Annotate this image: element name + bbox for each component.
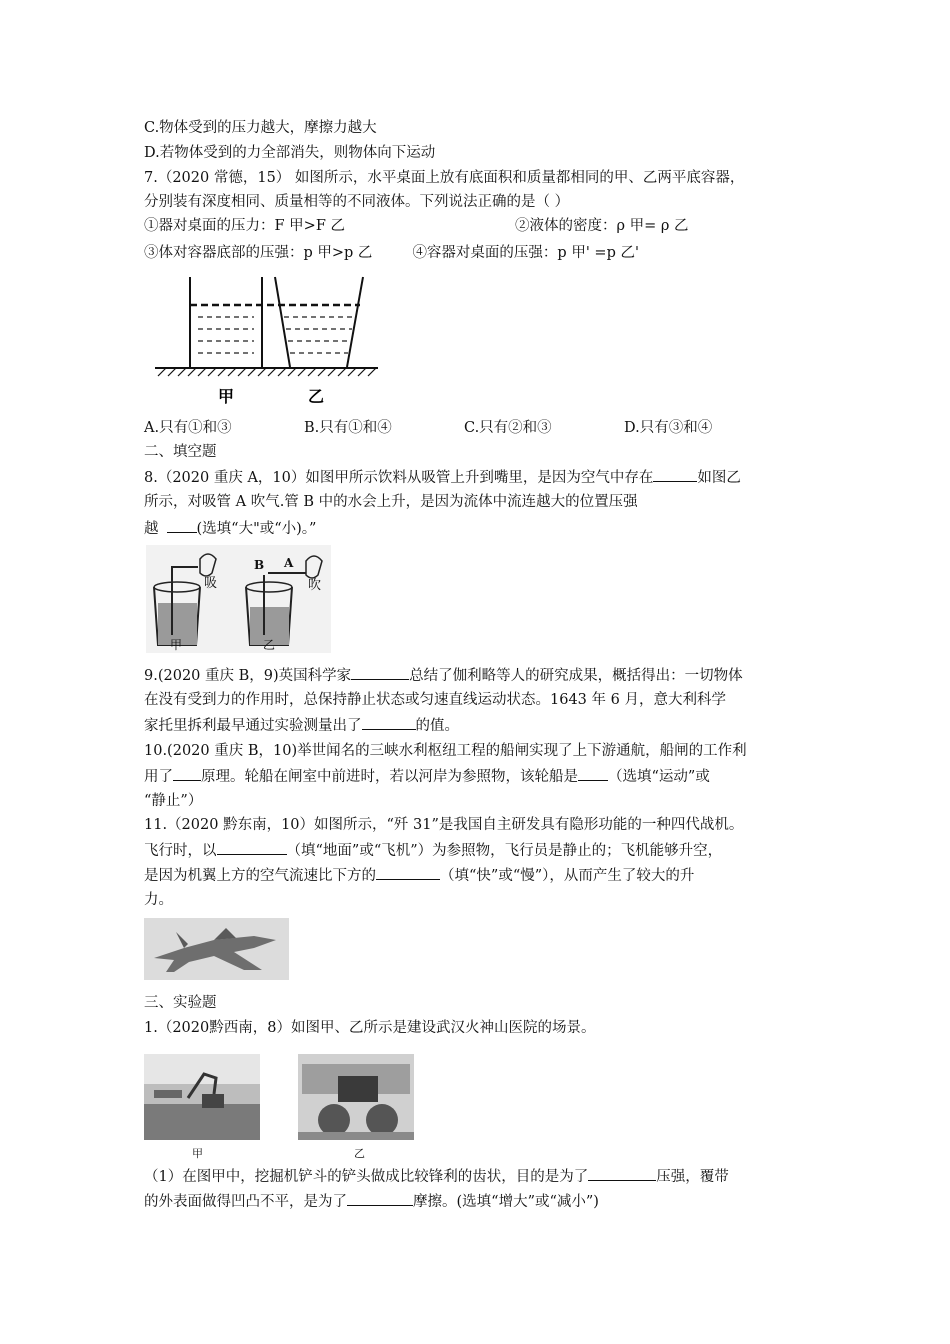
question-8-text-1: 8.（2020 重庆 A，10）如图甲所示饮料从吸管上升到嘴里，是因为空气中存在 bbox=[144, 470, 654, 486]
statement-1-2 bbox=[144, 216, 689, 236]
option-c-line: C.物体受到的压力越大，摩擦力越大 bbox=[144, 120, 377, 136]
question-11-text-4: （填“快”或“慢”），从而产生了较大的升 bbox=[440, 868, 695, 884]
answer-blank bbox=[362, 715, 416, 730]
road-roller-photo bbox=[298, 1054, 414, 1160]
straw-label-yi: 乙 bbox=[263, 638, 276, 652]
answer-blank bbox=[167, 518, 197, 533]
straw-figure bbox=[146, 545, 331, 653]
experiment-1-q1-line-1 bbox=[144, 1166, 729, 1187]
answer-blank bbox=[217, 840, 287, 855]
question-8-line-2: 所示，对吸管 A 吹气.管 B 中的水会上升，是因为流体中流连越大的位置压强 bbox=[144, 494, 638, 510]
answer-blank bbox=[588, 1166, 656, 1181]
question-11-line-3 bbox=[144, 865, 694, 886]
option-c: C.只有②和③ bbox=[464, 420, 552, 436]
experiment-1-q1-text-2: 压强，覆带 bbox=[656, 1169, 729, 1185]
tube-b-label: B bbox=[254, 558, 265, 572]
experiment-1-q1-line-2 bbox=[144, 1191, 599, 1212]
option-b: B.只有①和④ bbox=[304, 420, 392, 436]
question-8-text-2: 如图乙 bbox=[697, 470, 741, 486]
option-d-line: D.若物体受到的力全部消失，则物体向下运动 bbox=[144, 145, 436, 161]
question-8-line-3 bbox=[144, 518, 316, 539]
question-9-text-4: 的值。 bbox=[415, 718, 459, 734]
question-11-line-4: 力。 bbox=[144, 892, 173, 908]
tube-a-label: A bbox=[284, 556, 294, 570]
question-11-text-1: 飞行时，以 bbox=[144, 843, 217, 859]
question-11-text-2: （填“地面”或“飞机”）为参照物，飞行员是静止的；飞机能够升空， bbox=[286, 843, 723, 859]
question-9-line-1 bbox=[144, 665, 743, 686]
question-7-stem-1: 7.（2020 常德，15） 如图所示，水平桌面上放有底面积和质量都相同的甲、乙两平底容器， bbox=[144, 170, 745, 186]
question-9-text-3: 家托里拆利最早通过实验测量出了 bbox=[144, 718, 362, 734]
question-11-line-2 bbox=[144, 840, 722, 861]
option-d: D.只有③和④ bbox=[624, 420, 713, 436]
question-7-options bbox=[144, 418, 712, 438]
question-10-text-3: （选填“运动”或 bbox=[608, 769, 710, 785]
statement-1: ①器对桌面的压力：F 甲>F 乙 bbox=[144, 218, 345, 234]
section-2-heading: 二、填空题 bbox=[144, 444, 217, 460]
question-11-line-1: 11.（2020 黔东南，10）如图所示，“歼 31”是我国自主研发具有隐形功能的一种四代战机。 bbox=[144, 817, 744, 833]
question-9-text-1: 9.(2020 重庆 B，9)英国科学家 bbox=[144, 668, 352, 684]
answer-blank bbox=[653, 467, 697, 482]
statement-3-4 bbox=[144, 243, 639, 263]
question-11-text-3: 是因为机翼上方的空气流速比下方的 bbox=[144, 868, 376, 884]
statement-4: ④容器对桌面的压强：p 甲' =p 乙' bbox=[412, 245, 639, 261]
xi-label: 吸 bbox=[204, 576, 218, 591]
experiment-1-q1-text-4: 摩擦。(选填“增大”或“减小”) bbox=[413, 1194, 599, 1210]
container-label-jia: 甲 bbox=[218, 387, 235, 406]
statement-2: ②液体的密度：ρ 甲= ρ 乙 bbox=[515, 218, 689, 234]
question-10-line-3: “静止”） bbox=[144, 793, 203, 809]
container-label-yi: 乙 bbox=[308, 387, 325, 406]
question-9-line-3 bbox=[144, 715, 459, 736]
question-9-line-2: 在没有受到力的作用时，总保持静止状态或匀速直线运动状态。1643 年 6 月，意大利科学 bbox=[144, 692, 726, 708]
fighter-jet-photo bbox=[144, 918, 289, 980]
straw-label-jia: 甲 bbox=[170, 638, 183, 652]
question-8-text-3: 越 bbox=[144, 521, 159, 537]
experiment-1-q1-text-1: （1）在图甲中，挖掘机铲斗的铲头做成比较锋利的齿状，目的是为了 bbox=[144, 1169, 589, 1185]
statement-3: ③体对容器底部的压强：p 甲>p 乙 bbox=[144, 245, 373, 261]
answer-blank bbox=[578, 766, 608, 781]
question-10-text-2: 原理。轮船在闸室中前进时，若以河岸为参照物，该轮船是 bbox=[201, 769, 578, 785]
experiment-1-stem: 1.（2020黔西南，8）如图甲、乙所示是建设武汉火神山医院的场景。 bbox=[144, 1020, 596, 1036]
photo-label-yi: 乙 bbox=[354, 1147, 365, 1160]
question-8-line-1 bbox=[144, 467, 741, 488]
option-a: A.只有①和③ bbox=[144, 420, 232, 436]
experiment-1-q1-text-3: 的外表面做得凹凸不平，是为了 bbox=[144, 1194, 347, 1210]
photo-label-jia: 甲 bbox=[192, 1147, 203, 1160]
question-10-line-1: 10.(2020 重庆 B，10)举世闻名的三峡水利枢纽工程的船闸实现了上下游通航，船闸的工作利 bbox=[144, 743, 747, 759]
chui-label: 吹 bbox=[308, 578, 322, 593]
question-10-text-1: 用了 bbox=[144, 769, 173, 785]
answer-blank bbox=[351, 665, 409, 680]
answer-blank bbox=[173, 766, 201, 781]
answer-blank bbox=[347, 1191, 413, 1206]
section-3-heading: 三、实验题 bbox=[144, 995, 217, 1011]
answer-blank bbox=[376, 865, 440, 880]
containers-figure bbox=[150, 272, 385, 410]
question-7-stem-2: 分别装有深度相同、质量相等的不同液体。下列说法正确的是（ ） bbox=[144, 194, 570, 210]
question-10-line-2 bbox=[144, 766, 710, 787]
excavator-photo bbox=[144, 1054, 260, 1160]
question-8-text-4: (选填“大"或“小)。” bbox=[196, 521, 317, 537]
question-9-text-2: 总结了伽利略等人的研究成果，概括得出：一切物体 bbox=[409, 668, 743, 684]
